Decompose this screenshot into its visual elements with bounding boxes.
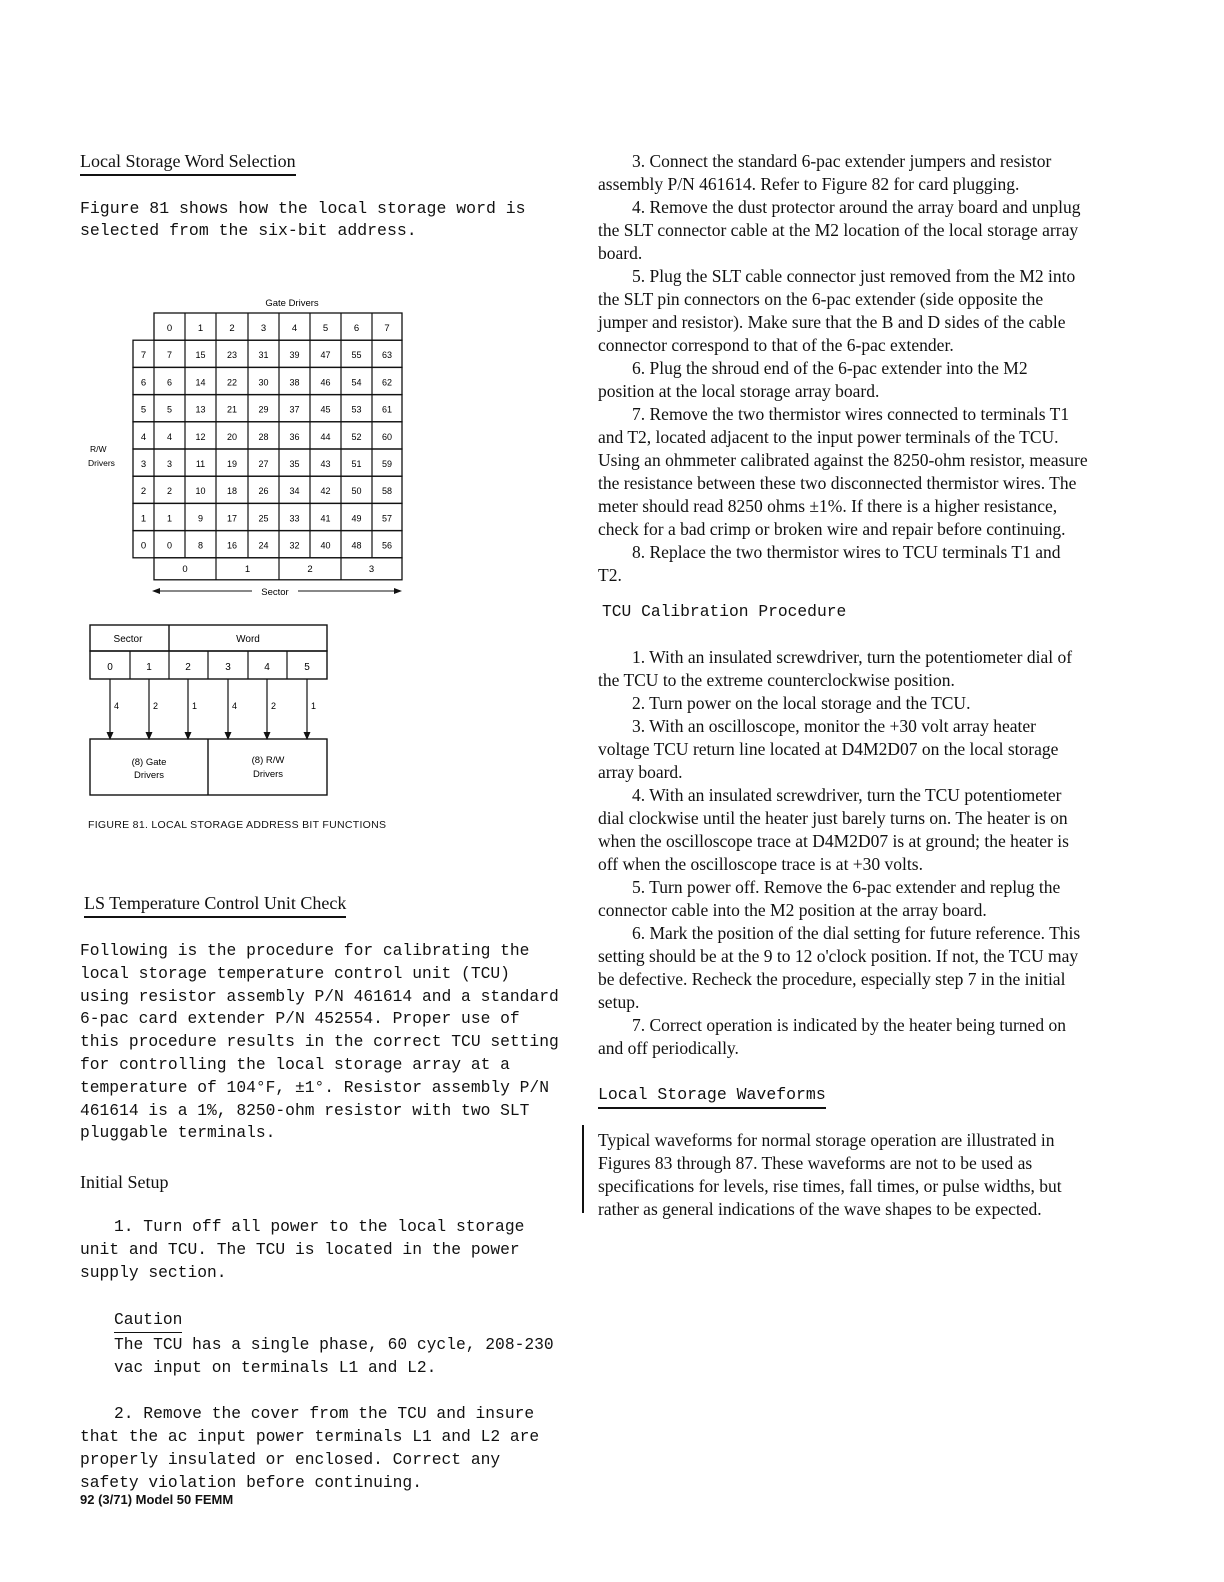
word-address-cell: 43 (320, 459, 331, 469)
setup-step-1: 3. Connect the standard 6-pac extender jumpers and resistor assembly P/N 461614. Refer to Figure 82 for card plugging. (598, 151, 1052, 194)
word-address-cell: 1 (166, 513, 173, 524)
word-address-cell: 59 (381, 459, 393, 469)
setup-step-2: 4. Remove the dust protector around the array board and unplug the SLT connector cable at the M2 location of the local storage array board. (598, 197, 1081, 263)
caution-heading: Caution (114, 1308, 182, 1333)
section-heading-tcu-check: LS Temperature Control Unit Check (84, 892, 346, 918)
waveforms-text: Typical waveforms for normal storage operation are illustrated in Figures 83 through 87. These waveforms are not to be used as specifications for levels, rise times, fall times, or pulse widths, but rather as general indications of the wave shapes to be expected. (598, 1130, 1062, 1219)
calibration-step-4: 4. With an insulated screwdriver, turn the TCU potentiometer dial clockwise until the heater just barely turns on. The heater is on when the oscilloscope trace at D4M2D07 is at ground; the heater is off when the oscilloscope trace is at +30 volts. (598, 785, 1069, 874)
left-column-lower (80, 892, 560, 1494)
word-address-cell: 24 (258, 540, 269, 551)
word-address-cell: 58 (381, 486, 393, 497)
figure-81 (80, 290, 420, 840)
word-address-cell: 4 (166, 431, 173, 442)
setup-steps-list (598, 150, 1088, 587)
rw-driver-row-label: 0 (140, 540, 147, 552)
word-address-cell: 15 (195, 350, 206, 361)
rw-driver-row-label: 5 (140, 404, 147, 416)
initial-setup-heading: Initial Setup (80, 1172, 169, 1193)
setup-step-1: 1. Turn off all power to the local storage unit and TCU. The TCU is located in the power supply section. (80, 1217, 525, 1283)
calibration-heading: TCU Calibration Procedure (602, 602, 847, 621)
word-address-cell: 35 (289, 459, 300, 469)
word-address-cell: 23 (226, 350, 238, 361)
gate-driver-header: 4 (291, 323, 298, 334)
gate-driver-header: 0 (166, 323, 173, 334)
rw-driver-row-label: 7 (140, 350, 147, 362)
rw-drivers-box-line1: (8) R/W (251, 755, 285, 766)
right-column (598, 150, 1088, 1221)
bit-weight: 1 (311, 701, 317, 711)
bit-weight: 4 (114, 701, 120, 711)
sector-value: 1 (244, 563, 251, 575)
sector-value: 0 (182, 563, 188, 575)
setup-step-4: 6. Plug the shroud end of the 6-pac extender into the M2 position at the local storage array board. (598, 358, 1028, 401)
word-address-cell: 26 (258, 486, 269, 497)
word-address-cell: 55 (351, 350, 362, 361)
gate-drivers-box-line1: (8) Gate (131, 757, 167, 768)
word-address-cell: 20 (226, 431, 238, 442)
word-address-cell: 2 (166, 486, 173, 497)
word-address-cell: 9 (197, 513, 204, 524)
calibration-steps-list (598, 646, 1088, 1060)
setup-step-5: 7. Remove the two thermistor wires connected to terminals T1 and T2, located adjacent to the input power terminals of the TCU. Using an ohmmeter calibrated against the 8250-ohm resistor, measure the resistance between these two disconnected thermistor wires. The meter should read 8250 ohms ±1%. If there is a higher resistance, check for a bad crimp or broken wire and repair before continuing. (598, 404, 1088, 539)
word-address-cell: 62 (381, 377, 393, 388)
gate-driver-header: 7 (384, 323, 390, 334)
word-address-cell: 52 (351, 431, 362, 442)
word-address-cell: 42 (320, 486, 331, 497)
word-address-cell: 53 (351, 404, 362, 415)
gate-driver-header: 1 (197, 323, 204, 334)
section-heading-word-selection: Local Storage Word Selection (80, 150, 296, 176)
left-column (80, 150, 560, 242)
sector-value: 2 (307, 563, 313, 575)
word-address-cell: 29 (258, 404, 269, 415)
word-address-cell: 19 (226, 459, 238, 469)
word-address-cell: 38 (289, 377, 300, 388)
sector-value: 3 (368, 563, 375, 575)
word-address-cell: 40 (320, 540, 331, 551)
rw-driver-row-label: 3 (140, 459, 147, 470)
gate-driver-header: 6 (353, 323, 360, 334)
word-address-cell: 48 (351, 540, 362, 551)
word-address-cell: 31 (258, 350, 269, 361)
word-address-cell: 57 (381, 513, 393, 524)
section-heading-waveforms: Local Storage Waveforms (598, 1083, 826, 1109)
setup-step-3: 5. Plug the SLT cable connector just removed from the M2 into the SLT pin connectors on the 6-pac extender (side opposite the jumper and resistor). Make sure that the B and D sides of the cable connector correspond to that of the 6-pac extender. (598, 266, 1076, 355)
calibration-step-2: 2. Turn power on the local storage and the TCU. (632, 693, 971, 713)
rw-label-line2: Drivers (88, 458, 115, 468)
word-address-cell: 54 (351, 377, 362, 388)
word-address-cell: 46 (320, 377, 331, 388)
word-address-cell: 17 (226, 513, 238, 524)
address-bit: 4 (264, 662, 270, 673)
bit-weight: 2 (271, 701, 277, 711)
word-address-cell: 60 (381, 431, 393, 442)
word-selection-intro: Figure 81 shows how the local storage word is selected from the six-bit address. (80, 199, 526, 240)
word-address-cell: 50 (351, 486, 362, 497)
gate-driver-header: 3 (260, 323, 267, 334)
tcu-intro: Following is the procedure for calibrating the local storage temperature control unit (TCU) using resistor assembly P/N 461614 and a standard 6-pac card extender P/N 452554. Proper use of this procedure results in the correct TCU setting for controlling the local storage array at a temperature of 104°F, ±1°. Resistor assembly P/N 461614 is a 1%, 8250-ohm resistor with two SLT pluggable terminals. (80, 941, 559, 1143)
rw-driver-row-label: 1 (140, 513, 147, 525)
word-address-cell: 61 (381, 404, 393, 415)
word-address-cell: 13 (195, 404, 206, 415)
word-address-cell: 32 (289, 540, 300, 551)
setup-step-2: 2. Remove the cover from the TCU and insure that the ac input power terminals L1 and L2 are properly insulated or enclosed. Correct any safety violation before continuing. (80, 1404, 540, 1493)
word-address-cell: 47 (320, 350, 331, 361)
word-address-cell: 22 (226, 377, 238, 388)
word-address-cell: 36 (289, 431, 300, 442)
gate-driver-header: 5 (322, 323, 329, 334)
word-address-cell: 21 (226, 404, 238, 415)
address-bit: 1 (146, 662, 152, 673)
address-bit: 2 (185, 662, 191, 673)
calibration-step-6: 6. Mark the position of the dial setting for future reference. This setting should be at the 9 to 12 o'clock position. If not, the TCU may be defective. Recheck the procedure, especially step 7 in the initial setup. (598, 923, 1081, 1012)
word-address-cell: 6 (166, 377, 173, 388)
word-address-cell: 7 (166, 350, 173, 361)
word-address-cell: 10 (195, 486, 206, 497)
gate-drivers-box-line2: Drivers (133, 770, 165, 781)
word-address-cell: 3 (166, 459, 173, 469)
bit-weight: 4 (232, 701, 238, 711)
word-address-cell: 37 (289, 404, 300, 415)
rw-driver-row-label: 2 (140, 486, 147, 498)
word-address-cell: 18 (226, 486, 238, 497)
word-address-cell: 45 (320, 404, 331, 415)
caution-block (114, 1307, 560, 1379)
address-bit-labels (107, 662, 316, 711)
word-address-cell: 0 (166, 540, 173, 551)
addr-word-label: Word (236, 634, 260, 645)
word-address-cell: 16 (226, 540, 238, 551)
bit-weight: 2 (153, 701, 159, 711)
calibration-step-1: 1. With an insulated screwdriver, turn the potentiometer dial of the TCU to the extreme counterclockwise position. (598, 647, 1073, 690)
word-address-cell: 27 (258, 459, 269, 469)
rw-label-line1: R/W (90, 444, 107, 454)
rw-drivers-box-line2: Drivers (252, 769, 284, 780)
address-bit: 0 (107, 662, 113, 673)
word-address-cell: 41 (320, 513, 331, 524)
sector-axis-label: Sector (261, 587, 289, 598)
word-address-cell: 14 (195, 377, 206, 388)
grid-title: Gate Drivers (265, 298, 319, 309)
addr-sector-label: Sector (113, 634, 143, 645)
word-address-cell: 33 (289, 513, 300, 524)
gate-driver-header: 2 (229, 323, 235, 334)
calibration-step-7: 7. Correct operation is indicated by the heater being turned on and off periodically. (598, 1015, 1066, 1058)
page-footer: 92 (3/71) Model 50 FEMM (80, 1492, 234, 1507)
address-bit: 3 (225, 662, 231, 673)
word-address-cell: 49 (351, 513, 362, 524)
address-bit-diagram (90, 625, 327, 795)
setup-step-6: 8. Replace the two thermistor wires to TCU terminals T1 and T2. (598, 542, 1061, 585)
word-address-cell: 34 (289, 486, 300, 497)
figure-81-caption: FIGURE 81. LOCAL STORAGE ADDRESS BIT FUNCTIONS (88, 819, 387, 831)
word-address-cell: 63 (381, 350, 393, 361)
word-address-cell: 11 (195, 459, 206, 469)
rw-driver-row-label: 4 (140, 431, 147, 443)
calibration-step-3: 3. With an oscilloscope, monitor the +30 volt array heater voltage TCU return line located at D4M2D07 on the local storage array board. (598, 716, 1059, 782)
word-address-cell: 56 (381, 540, 393, 551)
bit-arrows (107, 679, 311, 740)
word-address-cell: 39 (289, 350, 300, 361)
caution-text: The TCU has a single phase, 60 cycle, 208-230 vac input on terminals L1 and L2. (114, 1335, 554, 1378)
bit-weight: 1 (192, 701, 198, 711)
word-address-cell: 25 (258, 513, 269, 524)
word-address-cell: 28 (258, 431, 269, 442)
word-address-cell: 8 (197, 540, 204, 551)
calibration-step-5: 5. Turn power off. Remove the 6-pac extender and replug the connector cable into the M2 position at the array board. (598, 877, 1061, 920)
word-address-cell: 12 (195, 431, 206, 442)
word-address-cell: 5 (166, 404, 173, 415)
word-address-cell: 51 (351, 459, 362, 469)
word-address-cell: 30 (258, 377, 269, 388)
rw-driver-row-label: 6 (140, 377, 147, 389)
word-address-cell: 44 (320, 431, 331, 442)
driver-grid (133, 313, 402, 580)
address-bit: 5 (304, 662, 310, 673)
revision-change-bar (582, 1125, 584, 1213)
